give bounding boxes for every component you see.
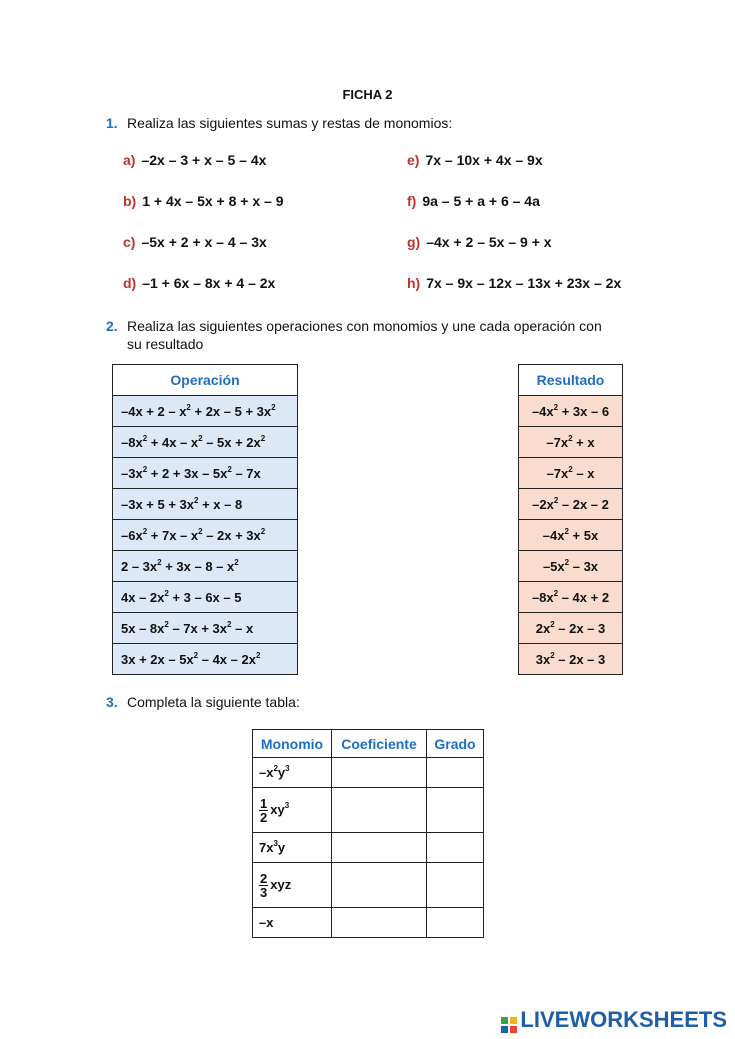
question-text: Completa la siguiente tabla: bbox=[127, 694, 300, 710]
exercise-item bbox=[123, 275, 275, 291]
result-cell[interactable]: $-4x^2 + 5x$ bbox=[519, 520, 623, 551]
exercise-label: g) bbox=[407, 234, 421, 250]
exercise-item bbox=[123, 234, 267, 250]
coefficient-answer-cell[interactable] bbox=[332, 908, 427, 938]
degree-answer-cell[interactable] bbox=[427, 788, 484, 833]
result-cell[interactable]: $3x^2 - 2x - 3$ bbox=[519, 644, 623, 675]
question-3-heading bbox=[106, 694, 300, 712]
coefficient-answer-cell[interactable] bbox=[332, 758, 427, 788]
table-row bbox=[253, 863, 484, 908]
exercise-item bbox=[407, 193, 540, 209]
monomial-cell: $-x^2y^3$ bbox=[253, 758, 332, 788]
degree-header: Grado bbox=[427, 730, 484, 758]
degree-answer-cell[interactable] bbox=[427, 863, 484, 908]
monomial-table bbox=[252, 729, 484, 938]
monomial-header: Monomio bbox=[253, 730, 332, 758]
exercise-expression: –4x + 2 – 5x – 9 + x bbox=[426, 234, 552, 250]
result-cell[interactable]: $-2x^2 - 2x - 2$ bbox=[519, 489, 623, 520]
exercise-item bbox=[407, 275, 621, 291]
exercise-expression: 9a – 5 + a + 6 – 4a bbox=[422, 193, 540, 209]
operation-cell[interactable]: $-8x^2 + 4x - x^2 - 5x + 2x^2$ bbox=[113, 427, 298, 458]
monomial-cell: –x bbox=[253, 908, 332, 938]
result-cell[interactable]: $-8x^2 - 4x + 2$ bbox=[519, 582, 623, 613]
result-cell[interactable]: $-5x^2 - 3x$ bbox=[519, 551, 623, 582]
operation-cell[interactable]: $-3x^2 + 2 + 3x - 5x^2 - 7x$ bbox=[113, 458, 298, 489]
exercise-expression: –5x + 2 + x – 4 – 3x bbox=[141, 234, 267, 250]
operation-cell[interactable]: $-6x^2 + 7x - x^2 - 2x + 3x^2$ bbox=[113, 520, 298, 551]
exercise-label: e) bbox=[407, 152, 420, 168]
degree-answer-cell[interactable] bbox=[427, 833, 484, 863]
table-row bbox=[253, 788, 484, 833]
table-row bbox=[253, 758, 484, 788]
degree-answer-cell[interactable] bbox=[427, 758, 484, 788]
exercise-item bbox=[123, 193, 284, 209]
exercise-expression: 1 + 4x – 5x + 8 + x – 9 bbox=[142, 193, 284, 209]
result-cell[interactable]: $-7x^2 + x$ bbox=[519, 427, 623, 458]
table-row bbox=[253, 833, 484, 863]
operation-cell[interactable]: $4x - 2x^2 + 3 - 6x - 5$ bbox=[113, 582, 298, 613]
result-cell[interactable]: $2x^2 - 2x - 3$ bbox=[519, 613, 623, 644]
exercise-item bbox=[123, 152, 266, 168]
question-2-heading bbox=[106, 318, 602, 336]
exercise-label: c) bbox=[123, 234, 136, 250]
exercise-expression: 7x – 10x + 4x – 9x bbox=[425, 152, 543, 168]
exercise-expression: –2x – 3 + x – 5 – 4x bbox=[141, 152, 267, 168]
operation-cell[interactable]: $3x + 2x - 5x^2 - 4x - 2x^2$ bbox=[113, 644, 298, 675]
operations-header: Operación bbox=[113, 365, 298, 396]
exercise-expression: 7x – 9x – 12x – 13x + 23x – 2x bbox=[426, 275, 622, 291]
results-header: Resultado bbox=[519, 365, 623, 396]
exercise-item bbox=[407, 152, 543, 168]
exercise-label: d) bbox=[123, 275, 137, 291]
operation-cell[interactable]: $5x - 8x^2 - 7x + 3x^2 - x$ bbox=[113, 613, 298, 644]
coefficient-answer-cell[interactable] bbox=[332, 863, 427, 908]
degree-answer-cell[interactable] bbox=[427, 908, 484, 938]
exercise-item bbox=[407, 234, 552, 250]
result-cell[interactable]: $-4x^2 + 3x - 6$ bbox=[519, 396, 623, 427]
logo-text: LIVEWORKSHEETS bbox=[520, 1007, 727, 1032]
question-text: Realiza las siguientes sumas y restas de monomios: bbox=[127, 115, 453, 131]
monomial-cell: $7x^3y$ bbox=[253, 833, 332, 863]
exercise-label: a) bbox=[123, 152, 136, 168]
exercise-label: h) bbox=[407, 275, 421, 291]
question-text-line-1: Realiza las siguientes operaciones con monomios y une cada operación con bbox=[127, 318, 602, 334]
question-1-heading bbox=[106, 115, 452, 133]
operation-cell[interactable]: $-4x + 2 - x^2 + 2x - 5 + 3x^2$ bbox=[113, 396, 298, 427]
liveworksheets-logo bbox=[501, 1007, 727, 1033]
monomial-cell: $\frac{1}{2}$ $xy^3$ bbox=[253, 788, 332, 833]
operations-table bbox=[112, 364, 298, 675]
result-cell[interactable]: $-7x^2$ – x bbox=[519, 458, 623, 489]
question-number: 3. bbox=[106, 694, 118, 710]
exercise-expression: –1 + 6x – 8x + 4 – 2x bbox=[142, 275, 276, 291]
liveworksheets-logo-icon bbox=[501, 1013, 517, 1029]
results-table bbox=[518, 364, 623, 675]
operation-cell[interactable]: $-3x + 5 + 3x^2 + x - 8$ bbox=[113, 489, 298, 520]
question-number: 2. bbox=[106, 318, 118, 334]
coefficient-answer-cell[interactable] bbox=[332, 788, 427, 833]
coefficient-header: Coeficiente bbox=[332, 730, 427, 758]
question-number: 1. bbox=[106, 115, 118, 131]
exercise-label: b) bbox=[123, 193, 137, 209]
question-text-line-2: su resultado bbox=[127, 336, 204, 352]
coefficient-answer-cell[interactable] bbox=[332, 833, 427, 863]
exercise-label: f) bbox=[407, 193, 417, 209]
table-row bbox=[253, 908, 484, 938]
page-title: FICHA 2 bbox=[342, 87, 393, 102]
operation-cell[interactable]: $2 - 3x^2 + 3x - 8 - x^2$ bbox=[113, 551, 298, 582]
monomial-cell: $\frac{2}{3}$ xyz bbox=[253, 863, 332, 908]
